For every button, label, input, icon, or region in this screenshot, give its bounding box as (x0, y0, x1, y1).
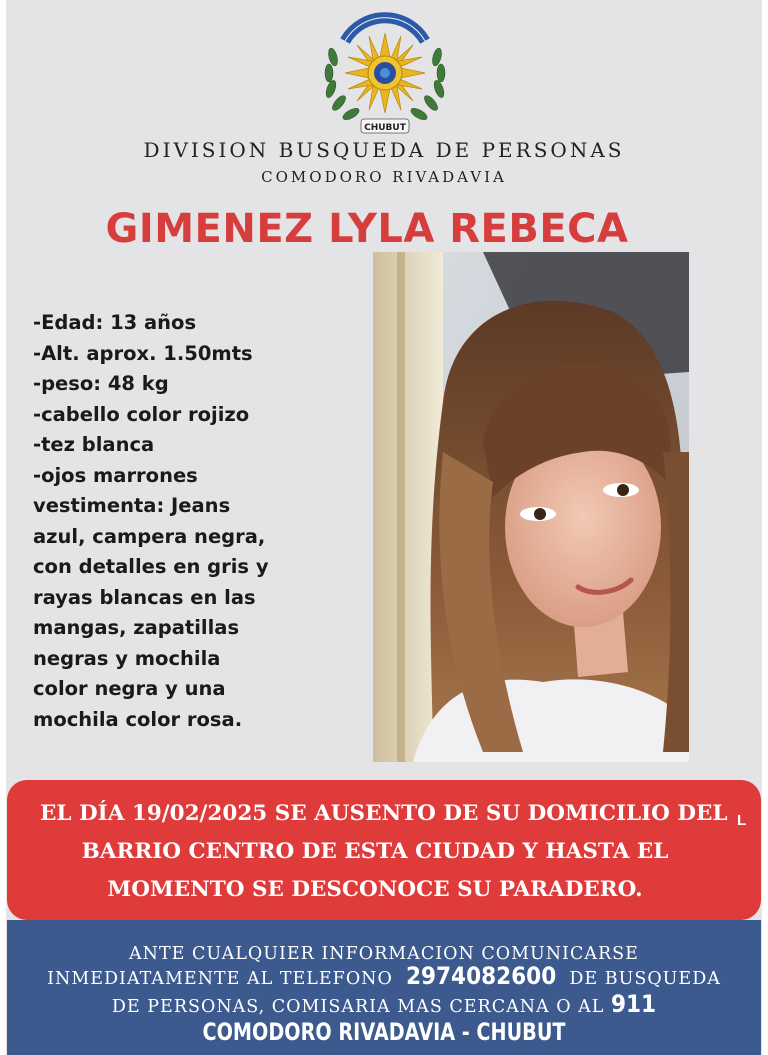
description-line: con detalles en gris y (33, 555, 269, 578)
notice-line: BARRIO CENTRO DE ESTA CIUDAD Y HASTA EL (81, 839, 669, 864)
contact-line-2-prefix: INMEDIATAMENTE AL TELEFONO (47, 969, 393, 989)
contact-line-1: ANTE CUALQUIER INFORMACION COMUNICARSE (129, 944, 639, 964)
notice-text (40, 795, 728, 909)
description-line: mochila color rosa. (33, 707, 243, 731)
description-line: -ojos marrones (33, 463, 198, 487)
description-line: -peso: 48 kg (33, 372, 169, 395)
description-line: rayas blancas en las (33, 585, 256, 609)
footer-location: COMODORO RIVADAVIA - CHUBUT (202, 1018, 566, 1046)
division-title: DIVISION BUSQUEDA DE PERSONAS (143, 138, 625, 162)
seal-banner-text: CHUBUT (364, 123, 406, 133)
description-line: -Alt. aprox. 1.50mts (33, 341, 253, 365)
city-subtitle: COMODORO RIVADAVIA (261, 168, 507, 186)
description-line: -cabello color rojizo (33, 402, 250, 426)
description-line: -Edad: 13 años (33, 311, 197, 334)
contact-line-2 (0, 962, 768, 990)
description-line: negras y mochila (33, 646, 221, 670)
description-line: mangas, zapatillas (33, 616, 240, 639)
person-description (33, 308, 363, 735)
description-line: color negra y una (33, 677, 226, 700)
emergency-number: 911 (611, 990, 657, 1018)
police-seal-logo (317, 5, 453, 141)
person-photo (373, 252, 689, 762)
contact-line-3-prefix: DE PERSONAS, COMISARIA MAS CERCANA O AL (111, 997, 605, 1017)
description-line: -tez blanca (33, 433, 155, 456)
person-name: GIMENEZ LYLA REBECA (105, 206, 629, 252)
description-line: azul, campera negra, (33, 524, 266, 548)
description-line: vestimenta: Jeans (33, 494, 231, 517)
notice-line: MOMENTO SE DESCONOCE SU PARADERO. (107, 877, 643, 902)
phone-number: 2974082600 (405, 962, 557, 990)
notice-line: EL DÍA 19/02/2025 SE AUSENTO DE SU DOMICILIO DEL (40, 801, 728, 826)
notice-mark: L (737, 812, 747, 829)
contact-line-2-suffix: DE BUSQUEDA (569, 969, 721, 989)
contact-line-3 (0, 990, 768, 1018)
